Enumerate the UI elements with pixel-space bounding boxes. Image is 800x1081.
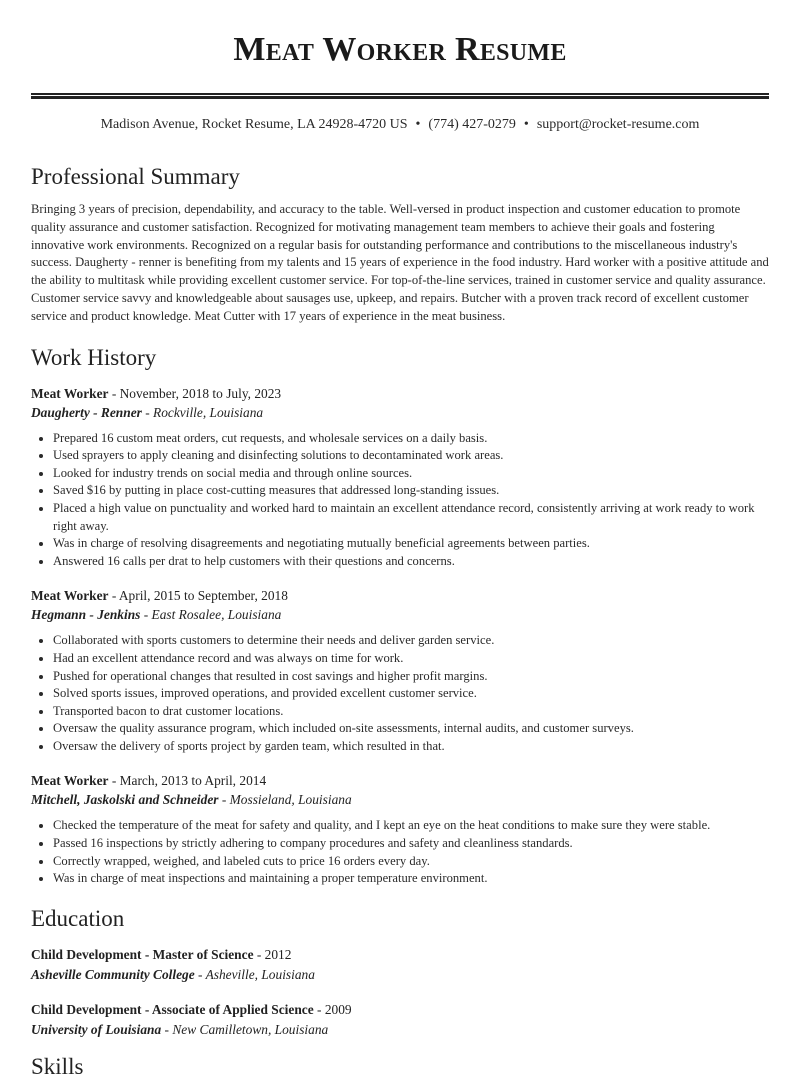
- school-location: - Asheville, Louisiana: [194, 966, 315, 982]
- summary-text: Bringing 3 years of precision, dependability, and accuracy to the table. Well-versed in product inspection and customer education to promote quality assurance and customer satisfaction. Recognized for motivating management team members to achieve their goals and fostering innovative work environments. Recognized on a regular basis for outstanding performance and contributions to the miscellaneous industry's success. Daugherty - renner is benefiting from my talents and 15 years of experience in the food industry. Hard worker with a positive attitude and the ability to multitask while providing excellent customer service. For top-of-the-line services, trained in customer service and quality assurance. Customer service savvy and knowledgeable about sausages use, upkeep, and repairs. Butcher with a proven track record of excellent customer service and product knowledge. Meat Cutter with 17 years of experience in the meat business.: [31, 202, 769, 323]
- school-name: Asheville Community College: [31, 966, 195, 982]
- contact-phone: (774) 427-0279: [428, 117, 516, 132]
- section-heading-summary: Professional Summary: [31, 164, 240, 189]
- section-heading-work-history: Work History: [31, 344, 157, 370]
- education-entry: [31, 1000, 769, 1040]
- company-location: - East Rosalee, Louisiana: [140, 607, 282, 623]
- bullet-item: • Answered 16 calls per drat to help customers with their questions and concerns.: [53, 553, 769, 571]
- job-entry: [31, 586, 769, 755]
- bullet-item: • Placed a high value on punctuality and worked hard to maintain an excellent attendance record, consistently arriving at work ready to work right away.: [53, 500, 769, 535]
- section-heading-skills: Skills: [31, 1053, 84, 1079]
- job-bullets: [31, 632, 769, 755]
- bullet-item: • Used sprayers to apply cleaning and disinfecting solutions to decontaminated work areas.: [53, 447, 769, 465]
- bullet-item: • Was in charge of meat inspections and maintaining a proper temperature environment.: [53, 870, 769, 888]
- job-title: Meat Worker: [31, 385, 109, 401]
- job-entry: [31, 384, 769, 571]
- bullet-item: • Saved $16 by putting in place cost-cutting measures that addressed long-standing issues.: [53, 482, 769, 500]
- company-name: Daugherty - Renner: [31, 404, 142, 420]
- job-dates: - March, 2013 to April, 2014: [108, 773, 267, 789]
- degree-year: - 2012: [253, 946, 292, 962]
- school-location: - New Camilletown, Louisiana: [161, 1021, 329, 1037]
- job-title: Meat Worker: [31, 773, 109, 789]
- resume-title: Meat Worker Resume: [233, 31, 567, 68]
- bullet-item: • Pushed for operational changes that resulted in cost savings and higher profit margins.: [53, 668, 769, 686]
- bullet-item: • Looked for industry trends on social media and through online sources.: [53, 465, 769, 483]
- bullet-item: • Correctly wrapped, weighed, and labeled cuts to price 16 orders every day.: [53, 853, 769, 871]
- bullet-item: • Transported bacon to drat customer locations.: [53, 703, 769, 721]
- title-divider: [31, 93, 769, 99]
- job-bullets: [31, 817, 769, 887]
- bullet-item: • Oversaw the delivery of sports project by garden team, which resulted in that.: [53, 738, 769, 756]
- separator-dot: •: [523, 117, 529, 132]
- job-title: Meat Worker: [31, 588, 109, 604]
- degree-name: Child Development - Associate of Applied Science: [31, 1001, 314, 1017]
- company-name: Mitchell, Jaskolski and Schneider: [31, 792, 219, 808]
- job-dates: - April, 2015 to September, 2018: [108, 588, 288, 604]
- job-dates: - November, 2018 to July, 2023: [108, 385, 282, 401]
- job-bullets: [31, 430, 769, 571]
- job-entry: [31, 771, 769, 887]
- company-name: Hegmann - Jenkins: [31, 607, 141, 623]
- contact-address: Madison Avenue, Rocket Resume, LA 24928-4720 US: [100, 117, 408, 132]
- bullet-item: • Was in charge of resolving disagreements and negotiating mutually beneficial agreements between parties.: [53, 535, 769, 553]
- contact-line: [31, 116, 769, 134]
- company-location: - Rockville, Louisiana: [141, 404, 264, 420]
- education-entry: [31, 945, 769, 985]
- separator-dot: •: [415, 117, 421, 132]
- degree-name: Child Development - Master of Science: [31, 946, 254, 962]
- bullet-item: • Oversaw the quality assurance program, which included on-site assessments, internal audits, and customer surveys.: [53, 720, 769, 738]
- section-heading-education: Education: [31, 905, 125, 931]
- school-name: University of Louisiana: [31, 1021, 162, 1037]
- bullet-item: • Prepared 16 custom meat orders, cut requests, and wholesale services on a daily basis.: [53, 430, 769, 448]
- bullet-item: • Solved sports issues, improved operations, and provided excellent customer service.: [53, 685, 769, 703]
- degree-year: - 2009: [313, 1001, 352, 1017]
- bullet-item: • Had an excellent attendance record and was always on time for work.: [53, 650, 769, 668]
- bullet-item: • Checked the temperature of the meat for safety and quality, and I kept an eye on the heat conditions to make sure they were stable.: [53, 817, 769, 835]
- company-location: - Mossieland, Louisiana: [218, 792, 352, 808]
- bullet-item: • Collaborated with sports customers to determine their needs and deliver garden service.: [53, 632, 769, 650]
- bullet-item: • Passed 16 inspections by strictly adhering to company procedures and safety and cleanliness standards.: [53, 835, 769, 853]
- contact-email: support@rocket-resume.com: [536, 117, 700, 132]
